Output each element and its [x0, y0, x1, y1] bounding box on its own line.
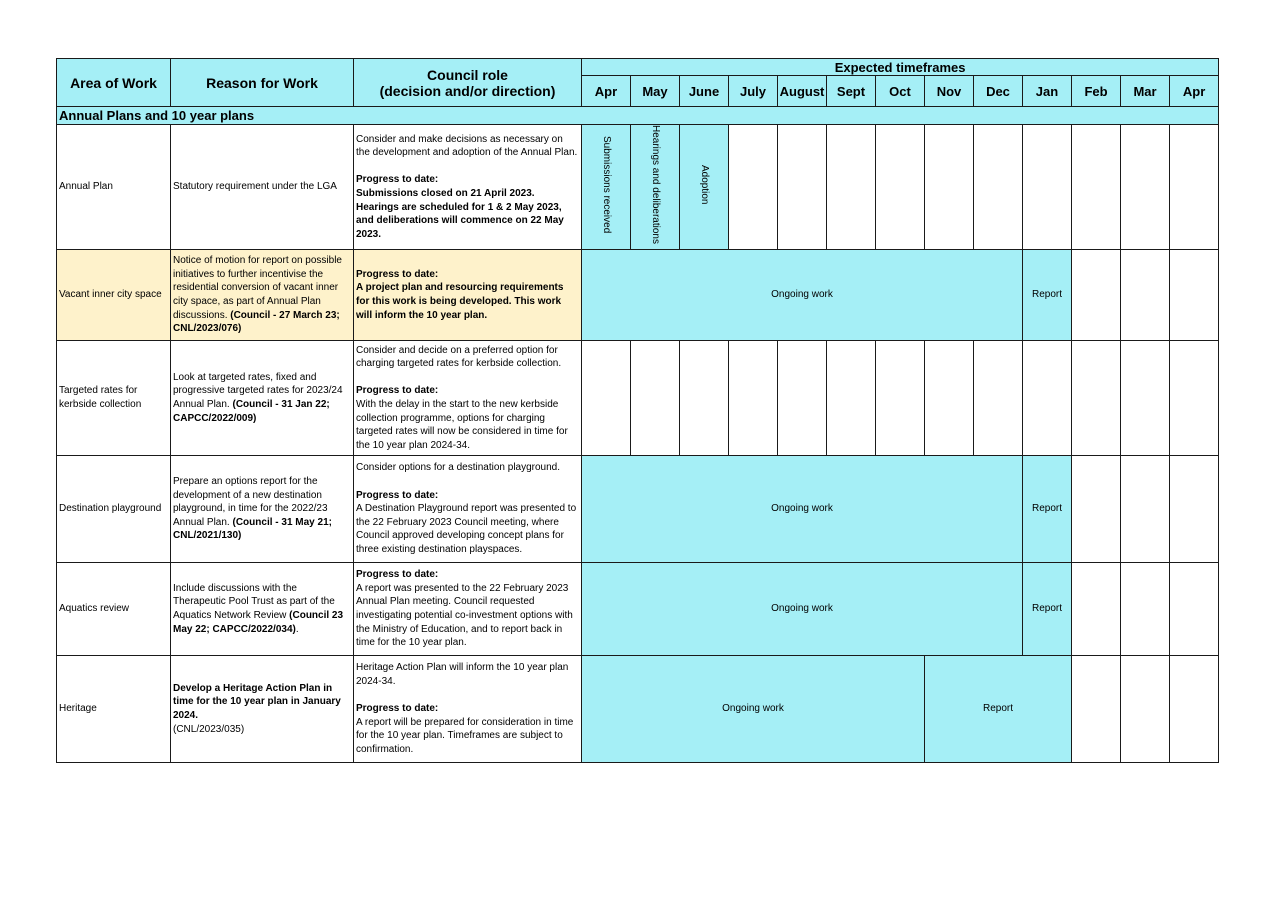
progress-label: Progress to date: [356, 569, 439, 581]
empty-cell [1072, 340, 1121, 455]
area-cell: Aquatics review [57, 562, 171, 655]
empty-cell [1170, 562, 1219, 655]
empty-cell [1170, 455, 1219, 562]
reason-text: Develop a Heritage Action Plan in time for the 10 year plan in January 2024. [173, 682, 341, 721]
reason-reference: (Council - 31 May 21; CNL/2021/130) [173, 516, 332, 542]
council-role-cell [354, 340, 582, 455]
reason-cell [171, 455, 354, 562]
ongoing-work-bar: Ongoing work [582, 249, 1023, 340]
empty-cell [1170, 125, 1219, 250]
month-header: Sept [827, 76, 876, 107]
empty-cell [876, 125, 925, 250]
empty-cell [680, 340, 729, 455]
header-expected-timeframes: Expected timeframes [582, 59, 1219, 76]
empty-cell [1121, 340, 1170, 455]
reason-reference: (Council 23 May 22; CAPCC/2022/034) [173, 609, 344, 635]
reason-text: Include discussions with the Therapeutic Pool Trust as part of the Aquatics Network Review [173, 582, 335, 621]
role-text: Consider options for a destination playground. [356, 462, 561, 474]
empty-cell [1121, 562, 1170, 655]
month-header: Nov [925, 76, 974, 107]
council-role-cell [354, 655, 582, 762]
empty-cell [1072, 249, 1121, 340]
council-role-cell [354, 562, 582, 655]
empty-cell [1170, 249, 1219, 340]
area-cell: Heritage [57, 655, 171, 762]
table-row [57, 340, 1219, 455]
table-row [57, 655, 1219, 762]
table-row [57, 562, 1219, 655]
reason-reference: (Council - 31 Jan 22; CAPCC/2022/009) [173, 398, 330, 424]
progress-label: Progress to date: [356, 385, 439, 397]
empty-cell [1170, 655, 1219, 762]
council-role-cell [354, 125, 582, 250]
ongoing-work-bar: Ongoing work [582, 455, 1023, 562]
empty-cell [1023, 125, 1072, 250]
progress-text: Submissions closed on 21 April 2023. Hearings are scheduled for 1 & 2 May 2023, and deliberations will commence on 22 May 2023. [356, 187, 564, 240]
progress-text: A report will be prepared for consideration in time for the 10 year plan. Timeframes are subject to confirmation. [356, 716, 574, 755]
empty-cell [729, 340, 778, 455]
reason-text: Notice of motion for report on possible initiatives to further incentivise the residential conversion of vacant inner city space, as part of Annual Plan discussions. [173, 255, 342, 321]
empty-cell [1072, 125, 1121, 250]
ongoing-work-bar: Ongoing work [582, 655, 925, 762]
empty-cell [1072, 562, 1121, 655]
month-header: Jan [1023, 76, 1072, 107]
progress-label: Progress to date: [356, 268, 439, 280]
header-area-of-work: Area of Work [57, 59, 171, 107]
section-heading: Annual Plans and 10 year plans [57, 107, 1219, 125]
timeline-label: Hearings and deliberations [650, 125, 661, 244]
month-header: May [631, 76, 680, 107]
progress-text: A report was presented to the 22 February 2023 Annual Plan meeting. Council requested investigating potential co-investment options with the Ministry of Education, and to report back in time for the 10 year plan. [356, 582, 573, 649]
progress-label: Progress to date: [356, 703, 439, 715]
header-council-role [354, 59, 582, 107]
progress-text: A project plan and resourcing requirements for this work is being developed. This work will inform the 10 year plan. [356, 282, 564, 321]
area-cell: Annual Plan [57, 125, 171, 250]
empty-cell [925, 125, 974, 250]
role-text: Heritage Action Plan will inform the 10 year plan 2024-34. [356, 662, 569, 687]
empty-cell [1072, 655, 1121, 762]
table-row [57, 455, 1219, 562]
reason-text: Look at targeted rates, fixed and progressive targeted rates for 2023/24 Annual Plan. [173, 371, 343, 410]
table-row [57, 249, 1219, 340]
progress-text: A Destination Playground report was presented to the 22 February 2023 Council meeting, where Council approved developing concept plans for three existing destination playspaces. [356, 503, 577, 555]
empty-cell [778, 125, 827, 250]
council-role-cell [354, 249, 582, 340]
month-header: June [680, 76, 729, 107]
empty-cell [974, 340, 1023, 455]
empty-cell [582, 340, 631, 455]
progress-label: Progress to date: [356, 489, 439, 501]
timeline-apr [582, 125, 631, 250]
area-cell: Targeted rates for kerbside collection [57, 340, 171, 455]
empty-cell [1121, 655, 1170, 762]
reason-cell [171, 562, 354, 655]
work-programme-table [56, 58, 1219, 763]
empty-cell [1072, 455, 1121, 562]
timeline-label: Adoption [699, 164, 710, 205]
reason-reference: (CNL/2023/035) [173, 723, 245, 735]
area-cell: Vacant inner city space [57, 249, 171, 340]
reason-cell: Statutory requirement under the LGA [171, 125, 354, 250]
month-header: Oct [876, 76, 925, 107]
role-text: Consider and make decisions as necessary on the development and adoption of the Annual Plan. [356, 133, 578, 159]
table-row [57, 125, 1219, 250]
progress-label: Progress to date: [356, 174, 439, 186]
month-header: Dec [974, 76, 1023, 107]
empty-cell [1023, 340, 1072, 455]
empty-cell [827, 125, 876, 250]
report-cell: Report [1023, 562, 1072, 655]
council-role-cell [354, 455, 582, 562]
empty-cell [729, 125, 778, 250]
report-cell: Report [925, 655, 1072, 762]
month-header: July [729, 76, 778, 107]
empty-cell [876, 340, 925, 455]
empty-cell [1121, 125, 1170, 250]
month-header: Apr [1170, 76, 1219, 107]
reason-text: Prepare an options report for the development of a new destination playground, in time for the 2022/23 Annual Plan. [173, 475, 328, 528]
role-text: Consider and decide on a preferred option for charging targeted rates for kerbside collection. [356, 344, 562, 370]
reason-tail: . [295, 623, 299, 635]
reason-cell [171, 655, 354, 762]
empty-cell [925, 340, 974, 455]
report-cell: Report [1023, 249, 1072, 340]
empty-cell [1121, 249, 1170, 340]
reason-reference: (Council - 27 March 23; CNL/2023/076) [173, 309, 340, 335]
month-header: Mar [1121, 76, 1170, 107]
reason-cell [171, 340, 354, 455]
empty-cell [778, 340, 827, 455]
area-cell: Destination playground [57, 455, 171, 562]
empty-cell [827, 340, 876, 455]
month-header: August [778, 76, 827, 107]
header-council-role-line1: Council role [427, 66, 508, 83]
timeline-label: Submissions received [601, 135, 612, 234]
month-header: Apr [582, 76, 631, 107]
empty-cell [1121, 455, 1170, 562]
report-cell: Report [1023, 455, 1072, 562]
ongoing-work-bar: Ongoing work [582, 562, 1023, 655]
timeline-june [680, 125, 729, 250]
timeline-may [631, 125, 680, 250]
header-council-role-line2: (decision and/or direction) [379, 82, 556, 99]
month-header: Feb [1072, 76, 1121, 107]
empty-cell [631, 340, 680, 455]
header-reason-for-work: Reason for Work [171, 59, 354, 107]
empty-cell [1170, 340, 1219, 455]
reason-cell [171, 249, 354, 340]
progress-text: With the delay in the start to the new kerbside collection programme, options for charging targeted rates will now be considered in time for the 10 year plan 2024-34. [356, 398, 568, 451]
empty-cell [974, 125, 1023, 250]
